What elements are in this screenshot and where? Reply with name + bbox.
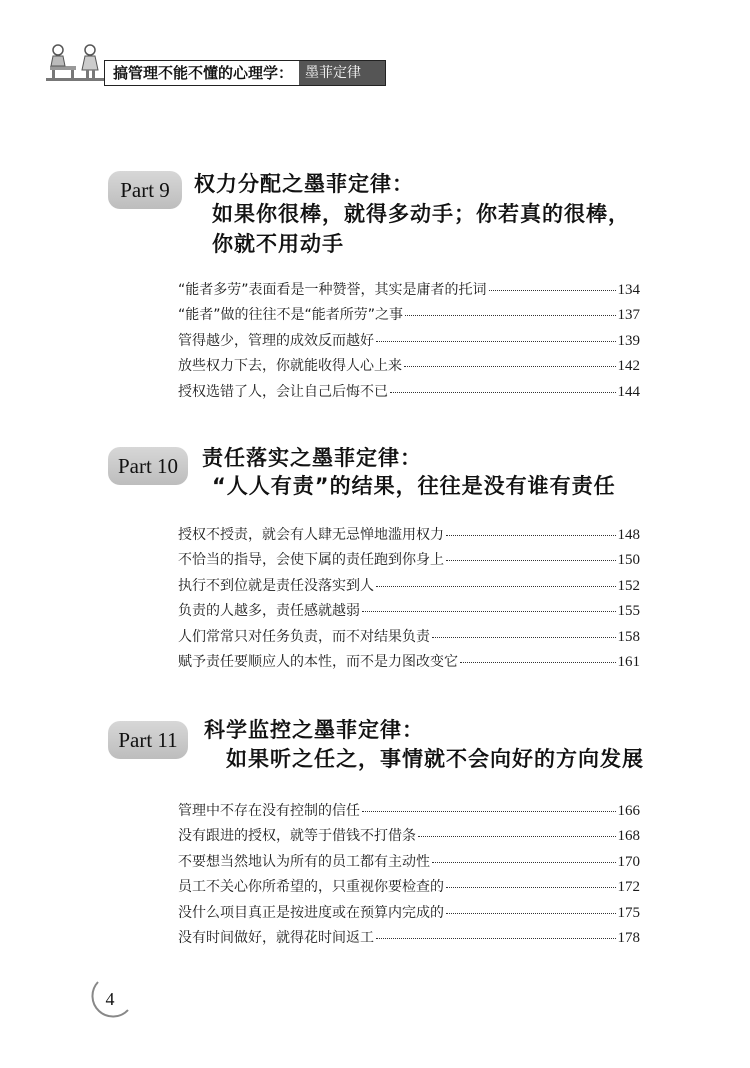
toc-entry-page: 142 <box>617 358 640 375</box>
toc-entry-title: 管得越少，管理的成效反而越好 <box>178 332 374 349</box>
section-title-line: 科学监控之墨菲定律： <box>204 718 424 742</box>
toc-entry-title: 不要想当然地认为所有的员工都有主动性 <box>178 853 430 870</box>
dot-leader <box>418 836 616 837</box>
dot-leader <box>432 637 616 638</box>
toc-entry-page: 152 <box>617 577 640 594</box>
toc-entry-title: “能者”做的往往不是“能者所劳”之事 <box>178 307 404 324</box>
section-title-line: 如果听之任之，事情就不会向好的方向发展 <box>226 747 644 771</box>
dot-leader <box>489 290 616 291</box>
toc-entry[interactable] <box>178 524 640 549</box>
toc-entry-list <box>178 800 640 952</box>
toc-entry-page: 170 <box>617 853 640 870</box>
toc-entry[interactable] <box>178 304 640 329</box>
dot-leader <box>432 862 616 863</box>
page-number: 4 <box>105 989 115 1009</box>
toc-entry-title: 管理中不存在没有控制的信任 <box>178 803 360 819</box>
toc-entry-page: 175 <box>617 904 640 921</box>
toc-entry-title: 不恰当的指导，会使下属的责任跑到你身上 <box>178 552 444 569</box>
toc-entry[interactable] <box>178 279 640 304</box>
toc-entry[interactable] <box>178 355 640 380</box>
toc-entry-title: “能者多劳”表面看是一种赞誉，其实是庸者的托词 <box>178 282 487 298</box>
dot-leader <box>446 887 616 888</box>
toc-entry-list <box>178 524 640 676</box>
running-header-subtitle: 墨菲定律 <box>299 61 385 85</box>
part-badge: Part 10 <box>108 447 188 485</box>
part-badge: Part 11 <box>108 721 188 759</box>
toc-entry-title: 放些权力下去，你就能收得人心上来 <box>178 358 402 375</box>
toc-entry-page: 168 <box>617 828 640 845</box>
dot-leader <box>404 366 616 367</box>
toc-entry[interactable] <box>178 626 640 651</box>
toc-entry-page: 148 <box>617 527 640 543</box>
toc-entry-title: 没有跟进的授权，就等于借钱不打借条 <box>178 828 416 845</box>
toc-entry-page: 144 <box>617 383 640 400</box>
toc-entry-title: 人们常常只对任务负责，而不对结果负责 <box>178 628 430 645</box>
part-badge: Part 9 <box>108 171 182 209</box>
dot-leader <box>405 315 615 316</box>
dot-leader <box>376 938 616 939</box>
dot-leader <box>446 535 616 536</box>
dot-leader <box>376 586 616 587</box>
toc-entry[interactable] <box>178 330 640 355</box>
section-title-line: “人人有责”的结果，往往是没有谁有责任 <box>212 474 616 498</box>
toc-entry[interactable] <box>178 825 640 850</box>
section-title-line: 权力分配之墨菲定律： <box>194 172 414 196</box>
toc-entry-page: 134 <box>617 282 640 298</box>
toc-entry-title: 赋予责任要顺应人的本性，而不是力图改变它 <box>178 653 458 670</box>
toc-entry[interactable] <box>178 600 640 625</box>
toc-entry-title: 没什么项目真正是按进度或在预算内完成的 <box>178 904 444 921</box>
toc-entry-title: 员工不关心你所希望的，只重视你要检查的 <box>178 879 444 896</box>
toc-entry-title: 授权不授责，就会有人肆无忌惮地滥用权力 <box>178 527 444 543</box>
toc-entry-page: 178 <box>617 929 640 946</box>
dot-leader <box>362 611 616 612</box>
section-title-line: 责任落实之墨菲定律： <box>202 446 422 470</box>
dot-leader <box>376 341 616 342</box>
header-illustration-icon <box>44 40 106 88</box>
toc-entry[interactable] <box>178 381 640 406</box>
toc-entry-title: 负责的人越多，责任感就越弱 <box>178 603 360 620</box>
toc-entry[interactable] <box>178 651 640 676</box>
toc-entry[interactable] <box>178 851 640 876</box>
dot-leader <box>390 392 616 393</box>
toc-entry-page: 155 <box>617 603 640 620</box>
toc-entry-page: 166 <box>617 803 640 819</box>
toc-entry-page: 161 <box>617 653 640 670</box>
toc-entry-page: 139 <box>617 332 640 349</box>
dot-leader <box>446 560 616 561</box>
toc-entry-list <box>178 279 640 406</box>
toc-entry[interactable] <box>178 575 640 600</box>
toc-entry-page: 137 <box>617 307 640 324</box>
toc-entry-page: 172 <box>617 879 640 896</box>
toc-entry[interactable] <box>178 549 640 574</box>
dot-leader <box>446 913 616 914</box>
dot-leader <box>460 662 616 663</box>
toc-entry-title: 执行不到位就是责任没落实到人 <box>178 577 374 594</box>
toc-entry-page: 150 <box>617 552 640 569</box>
toc-entry-title: 没有时间做好，就得花时间返工 <box>178 929 374 946</box>
section-title-line: 你就不用动手 <box>212 232 344 256</box>
toc-entry[interactable] <box>178 902 640 927</box>
running-header <box>104 60 386 86</box>
dot-leader <box>362 811 616 812</box>
toc-entry-page: 158 <box>617 628 640 645</box>
toc-entry[interactable] <box>178 876 640 901</box>
running-header-title: 搞管理不能不懂的心理学： <box>113 64 294 82</box>
toc-entry[interactable] <box>178 927 640 952</box>
toc-entry[interactable] <box>178 800 640 825</box>
section-title-line: 如果你很棒，就得多动手；你若真的很棒， <box>212 202 630 226</box>
toc-entry-title: 授权选错了人，会让自己后悔不已 <box>178 383 388 400</box>
